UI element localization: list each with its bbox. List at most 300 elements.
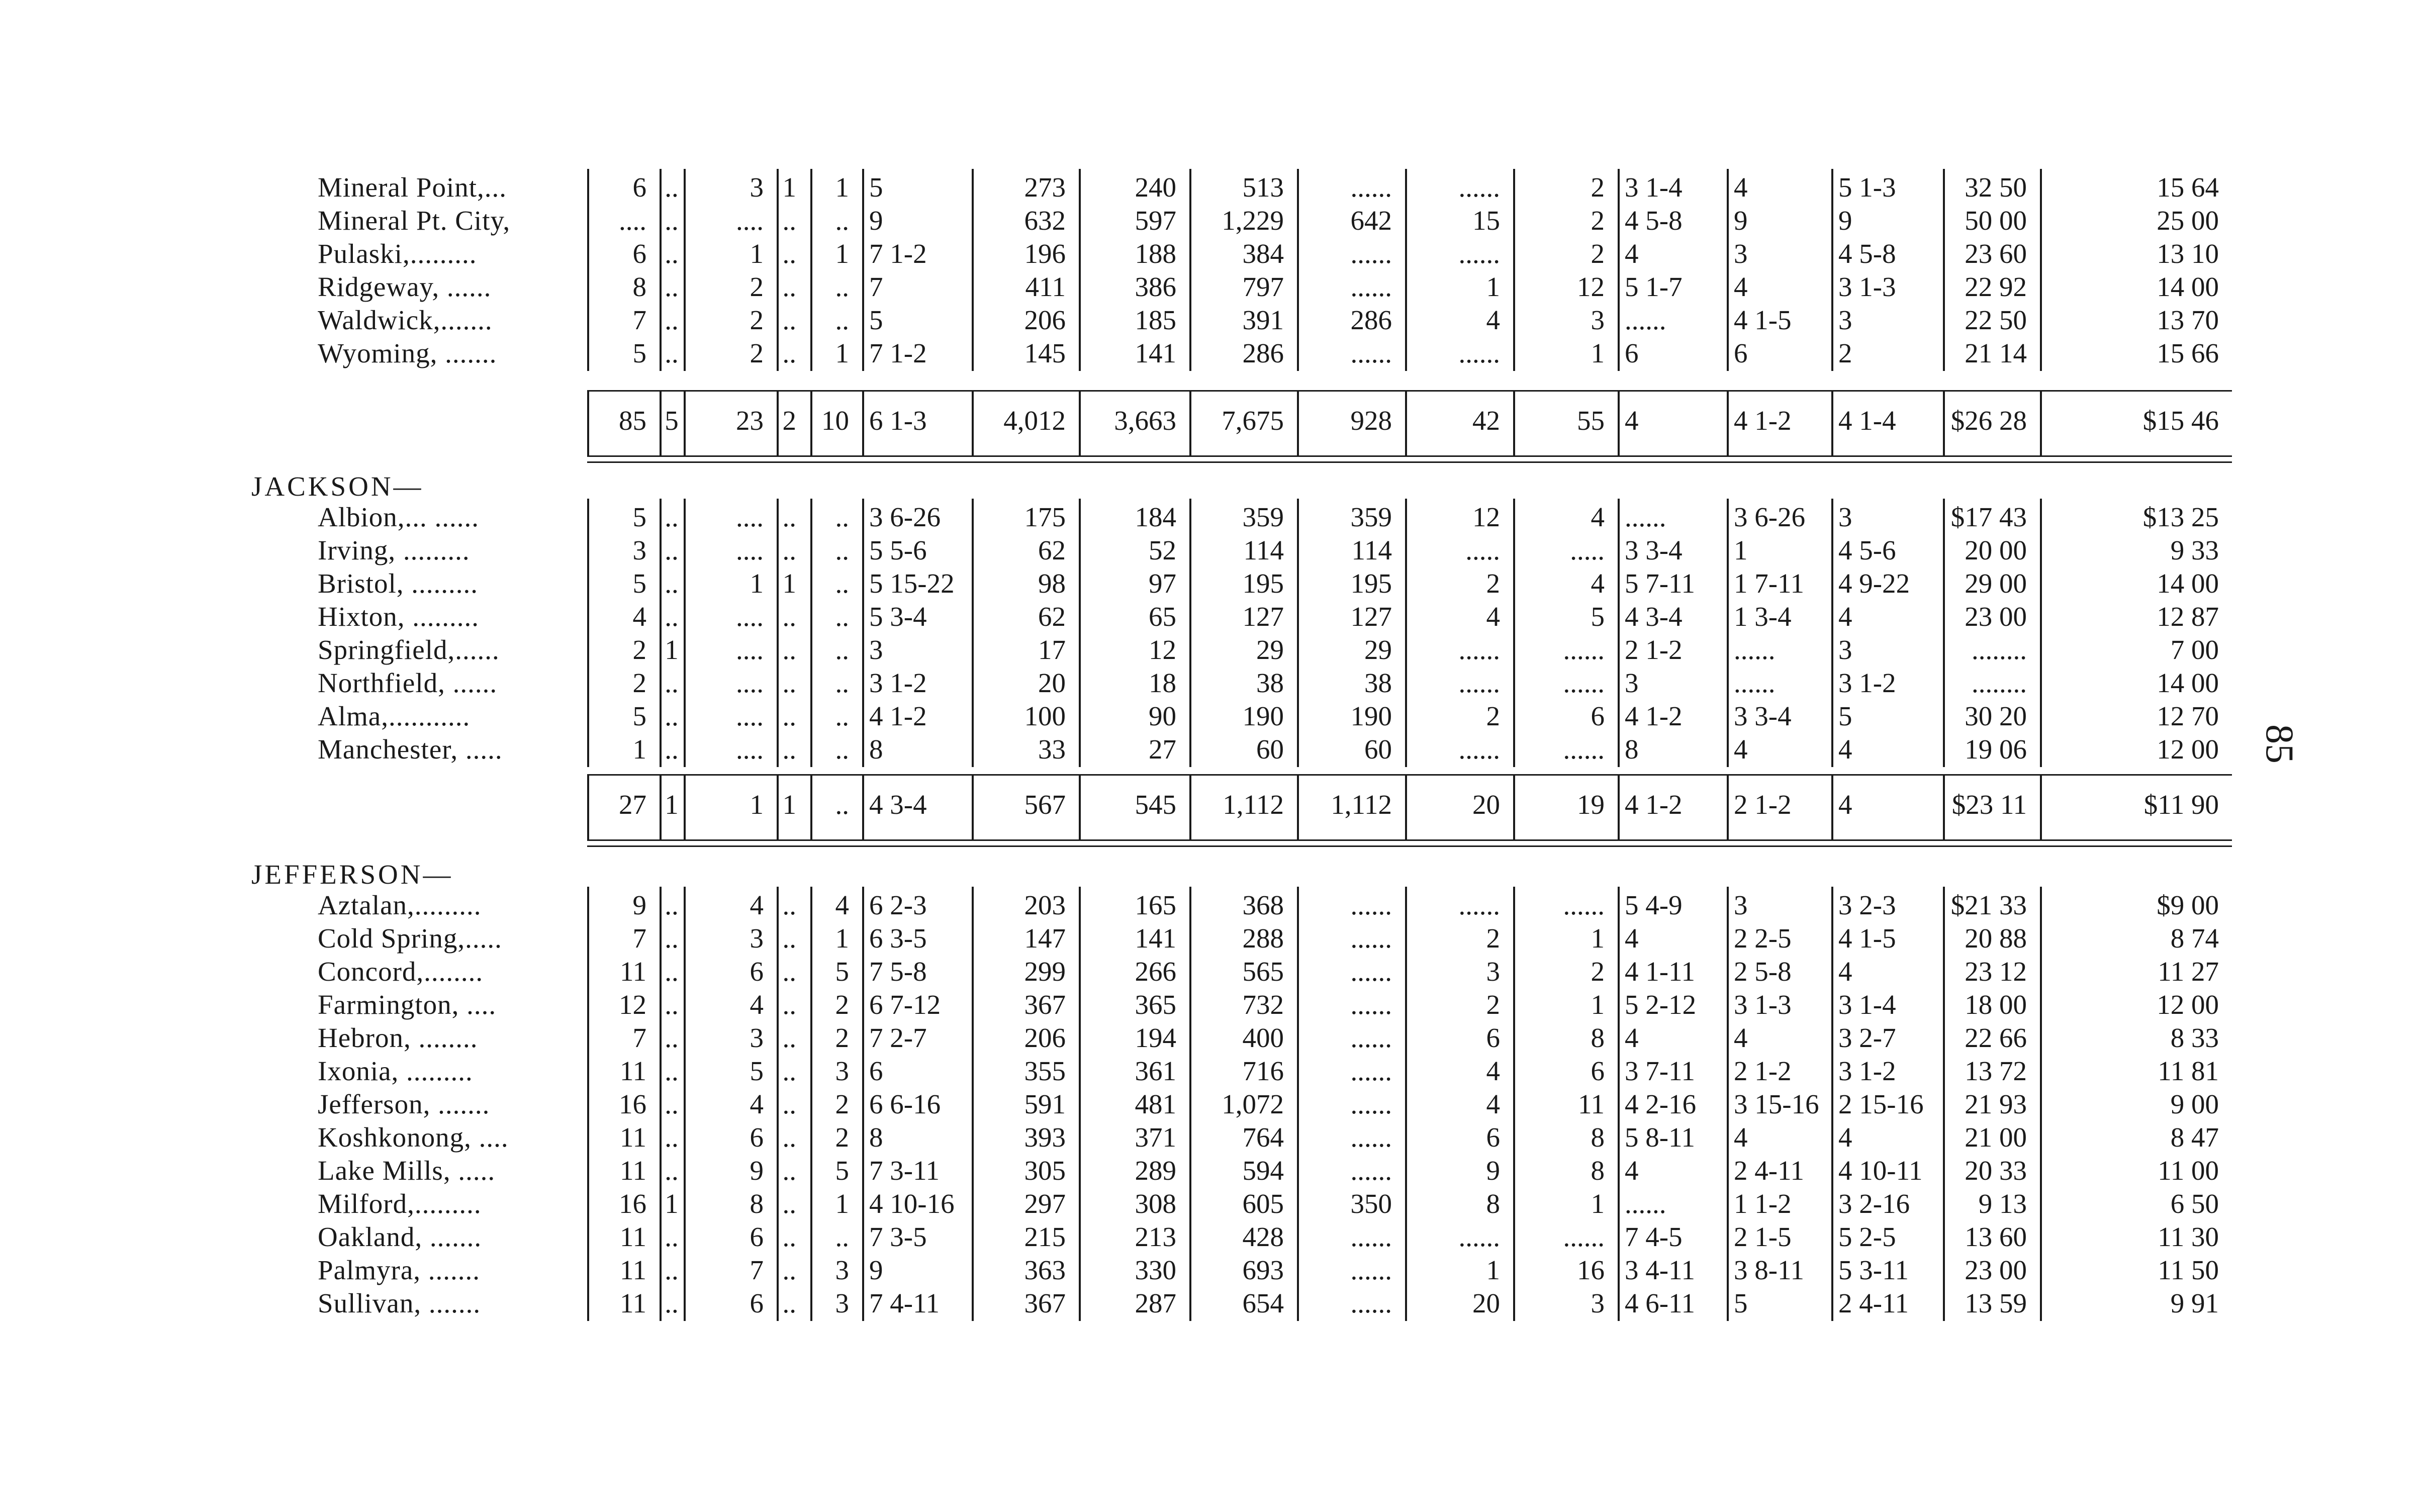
county-heading: JEFFERSON— (251, 859, 453, 890)
table-cell: 2 4-11 (1734, 1155, 1805, 1186)
table-cell: 2 (632, 668, 646, 698)
table-cell: 9 (869, 205, 883, 236)
table-cell: 8 (869, 1122, 883, 1153)
column-rule (862, 169, 864, 371)
table-cell: ...... (1458, 668, 1500, 698)
table-cell: 481 (1135, 1089, 1176, 1119)
town-name: Ixonia, ......... (318, 1056, 473, 1086)
column-rule (810, 887, 812, 1321)
table-cell: 11 27 (2158, 956, 2219, 987)
table-cell: 196 (1024, 238, 1066, 269)
table-cell: 11 (620, 1221, 646, 1252)
table-cell: 11 (620, 1155, 646, 1186)
table-cell: 5 (1734, 1288, 1748, 1318)
table-cell: 15 (1472, 205, 1500, 236)
column-rule (660, 774, 662, 839)
column-rule (777, 390, 779, 455)
table-cell: 7 (750, 1255, 764, 1285)
table-cell: ...... (1350, 1155, 1392, 1186)
table-cell: .. (665, 1056, 679, 1086)
table-cell: 391 (1242, 305, 1284, 335)
table-cell: 22 92 (1965, 271, 2027, 302)
table-cell: .. (782, 271, 796, 302)
total-cell: $23 11 (1951, 789, 2027, 820)
table-cell: 6 (632, 172, 646, 203)
total-cell: 4,012 (1003, 405, 1066, 436)
table-cell: 368 (1242, 890, 1284, 920)
table-cell: .. (782, 502, 796, 532)
table-cell: 2 (632, 634, 646, 665)
table-cell: ...... (1350, 956, 1392, 987)
column-rule (1513, 169, 1515, 371)
column-rule (684, 774, 686, 839)
column-rule (1189, 390, 1191, 455)
table-cell: ...... (1563, 734, 1605, 765)
table-cell: 127 (1242, 601, 1284, 632)
table-cell: ...... (1458, 634, 1500, 665)
table-cell: ...... (1350, 989, 1392, 1020)
table-cell: 4 (1486, 1056, 1500, 1086)
table-cell: 203 (1024, 890, 1066, 920)
table-cell: 4 10-16 (869, 1188, 955, 1219)
table-cell: .. (665, 734, 679, 765)
column-rule (1513, 499, 1515, 767)
table-cell: 20 00 (1965, 535, 2027, 565)
table-cell: .. (665, 701, 679, 731)
table-cell: .. (665, 1022, 679, 1053)
table-cell: 1 (835, 338, 849, 368)
total-cell: 4 1-4 (1838, 405, 1896, 436)
total-cell: 23 (736, 405, 764, 436)
column-rule (1943, 169, 1945, 371)
table-cell: 190 (1350, 701, 1392, 731)
column-rule (1513, 887, 1515, 1321)
table-cell: ...... (1458, 1221, 1500, 1252)
table-cell: ...... (1350, 338, 1392, 368)
table-cell: .. (665, 1122, 679, 1153)
table-cell: ...... (1563, 668, 1605, 698)
column-rule (972, 887, 974, 1321)
table-cell: 5 1-3 (1838, 172, 1896, 203)
table-cell: 11 (620, 1288, 646, 1318)
table-cell: 23 00 (1965, 1255, 2027, 1285)
table-cell: 273 (1024, 172, 1066, 203)
subtotal-rule (587, 390, 2232, 392)
table-cell: 27 (1149, 734, 1176, 765)
table-cell: 3 (1625, 668, 1639, 698)
table-cell: 1 3-4 (1734, 601, 1792, 632)
table-cell: 7 1-2 (869, 238, 927, 269)
table-cell: 12 87 (2157, 601, 2219, 632)
table-cell: ...... (1625, 502, 1666, 532)
total-cell: 1 (750, 789, 764, 820)
table-cell: 194 (1135, 1022, 1176, 1053)
column-rule (2040, 390, 2042, 455)
table-cell: 175 (1024, 502, 1066, 532)
total-cell: 4 1-2 (1625, 789, 1683, 820)
table-cell: 6 (1591, 701, 1605, 731)
table-cell: 1 (835, 172, 849, 203)
table-cell: 11 81 (2158, 1056, 2219, 1086)
table-cell: 4 3-4 (1625, 601, 1683, 632)
table-cell: 114 (1243, 535, 1284, 565)
table-cell: 22 66 (1965, 1022, 2027, 1053)
table-cell: 286 (1350, 305, 1392, 335)
table-cell: 22 50 (1965, 305, 2027, 335)
table-cell: 5 (835, 1155, 849, 1186)
column-rule (1727, 169, 1729, 371)
table-cell: 1 (1591, 923, 1605, 954)
column-rule (684, 499, 686, 767)
column-rule (1831, 774, 1833, 839)
table-cell: 190 (1242, 701, 1284, 731)
table-cell: .. (782, 338, 796, 368)
table-cell: .. (835, 535, 849, 565)
table-cell: 2 2-5 (1734, 923, 1792, 954)
table-cell: 6 (750, 1122, 764, 1153)
column-rule (777, 774, 779, 839)
table-cell: 3 (750, 172, 764, 203)
table-cell: ...... (1458, 338, 1500, 368)
column-rule (1618, 169, 1620, 371)
table-cell: 4 5-8 (1625, 205, 1683, 236)
table-cell: 5 5-6 (869, 535, 927, 565)
town-name: Irving, ......... (318, 535, 470, 565)
total-cell: 85 (619, 405, 646, 436)
table-cell: 597 (1135, 205, 1176, 236)
table-cell: 3 1-2 (1838, 668, 1896, 698)
total-cell: 6 1-3 (869, 405, 927, 436)
table-cell: 9 (869, 1255, 883, 1285)
table-cell: .. (665, 338, 679, 368)
town-name: Palmyra, ....... (318, 1255, 481, 1285)
table-cell: .. (835, 271, 849, 302)
table-cell: 29 00 (1965, 568, 2027, 599)
column-rule (777, 887, 779, 1321)
table-cell: $21 33 (1950, 890, 2027, 920)
table-cell: 8 47 (2170, 1122, 2219, 1153)
table-cell: 428 (1242, 1221, 1284, 1252)
column-rule (2040, 774, 2042, 839)
table-cell: .. (782, 989, 796, 1020)
table-cell: .... (736, 205, 764, 236)
total-cell: 3,663 (1114, 405, 1176, 436)
table-cell: 4 (1734, 734, 1748, 765)
table-cell: 5 (869, 305, 883, 335)
table-cell: 1 1-2 (1734, 1188, 1792, 1219)
table-cell: 4 2-16 (1625, 1089, 1697, 1119)
total-cell: 928 (1350, 405, 1392, 436)
table-cell: 7 3-5 (869, 1221, 927, 1252)
table-cell: 6 (1734, 338, 1748, 368)
town-name: Milford,......... (318, 1188, 482, 1219)
town-name: Alma,........... (318, 701, 471, 731)
column-rule (810, 499, 812, 767)
table-cell: ...... (1350, 1056, 1392, 1086)
table-cell: 3 (750, 923, 764, 954)
table-cell: 1 (632, 734, 646, 765)
table-cell: 8 (1486, 1188, 1500, 1219)
table-cell: .. (782, 668, 796, 698)
table-cell: 213 (1135, 1221, 1176, 1252)
column-rule (587, 887, 589, 1321)
table-cell: 365 (1135, 989, 1176, 1020)
table-cell: 4 (1486, 601, 1500, 632)
table-cell: 32 50 (1965, 172, 2027, 203)
total-cell: 4 3-4 (869, 789, 927, 820)
table-cell: 2 (1486, 923, 1500, 954)
total-cell: 567 (1024, 789, 1066, 820)
table-cell: 2 (835, 989, 849, 1020)
table-cell: 9 91 (2170, 1288, 2219, 1318)
table-cell: 693 (1242, 1255, 1284, 1285)
table-cell: 9 (1838, 205, 1852, 236)
column-rule (1405, 390, 1407, 455)
table-cell: 3 6-26 (1734, 502, 1806, 532)
column-rule (777, 169, 779, 371)
table-cell: 384 (1242, 238, 1284, 269)
table-cell: ...... (1350, 271, 1392, 302)
table-cell: 565 (1242, 956, 1284, 987)
table-cell: 7 (632, 1022, 646, 1053)
column-rule (2040, 887, 2042, 1321)
table-cell: 6 (750, 1221, 764, 1252)
table-cell: 2 (835, 1089, 849, 1119)
column-rule (1189, 499, 1191, 767)
table-cell: 12 70 (2157, 701, 2219, 731)
table-cell: 367 (1024, 1288, 1066, 1318)
total-cell: 1 (665, 789, 679, 820)
table-cell: 8 74 (2170, 923, 2219, 954)
table-cell: $17 43 (1950, 502, 2027, 532)
table-cell: 6 (750, 1288, 764, 1318)
table-cell: 3 1-4 (1625, 172, 1683, 203)
table-cell: 1 (665, 1188, 679, 1219)
table-cell: ...... (1563, 890, 1605, 920)
county-heading: JACKSON— (251, 471, 424, 502)
table-cell: 1 (782, 568, 796, 599)
table-cell: 4 (750, 890, 764, 920)
table-cell: 1 (1734, 535, 1748, 565)
table-cell: 2 5-8 (1734, 956, 1792, 987)
table-cell: 4 (1734, 1122, 1748, 1153)
table-cell: 14 00 (2157, 668, 2219, 698)
table-cell: .... (619, 205, 646, 236)
table-cell: .. (665, 305, 679, 335)
table-cell: 9 (750, 1155, 764, 1186)
table-cell: 52 (1149, 535, 1176, 565)
total-cell: 19 (1577, 789, 1605, 820)
table-cell: 13 72 (1965, 1056, 2027, 1086)
table-cell: 23 00 (1965, 601, 2027, 632)
table-cell: 11 (620, 1056, 646, 1086)
total-cell: $15 46 (2142, 405, 2219, 436)
table-cell: ...... (1734, 668, 1776, 698)
table-cell: .. (782, 1288, 796, 1318)
table-cell: .. (665, 601, 679, 632)
table-cell: 7 00 (2170, 634, 2219, 665)
column-rule (1079, 169, 1081, 371)
table-cell: 4 (1838, 734, 1852, 765)
table-cell: 3 (1486, 956, 1500, 987)
table-cell: .. (665, 1288, 679, 1318)
table-cell: ..... (1465, 535, 1500, 565)
table-cell: 266 (1135, 956, 1176, 987)
table-cell: 4 1-5 (1734, 305, 1792, 335)
total-cell: 1,112 (1331, 789, 1392, 820)
table-cell: 3 (1838, 634, 1852, 665)
column-rule (1297, 499, 1299, 767)
table-cell: 165 (1135, 890, 1176, 920)
table-cell: 732 (1242, 989, 1284, 1020)
table-cell: 5 (632, 338, 646, 368)
column-rule (972, 390, 974, 455)
table-cell: 3 6-26 (869, 502, 941, 532)
total-cell: 4 (1625, 405, 1639, 436)
table-cell: 1 (1591, 1188, 1605, 1219)
table-cell: 11 00 (2158, 1155, 2219, 1186)
table-cell: .. (665, 568, 679, 599)
table-cell: .. (665, 535, 679, 565)
town-name: Sullivan, ....... (318, 1288, 481, 1318)
table-cell: ...... (1350, 1022, 1392, 1053)
table-cell: 3 1-2 (869, 668, 927, 698)
table-cell: 127 (1350, 601, 1392, 632)
table-cell: 1 (782, 172, 796, 203)
total-cell: 5 (665, 405, 679, 436)
table-cell: 2 (1591, 238, 1605, 269)
table-cell: 20 (1472, 1288, 1500, 1318)
table-cell: 1 (1591, 338, 1605, 368)
table-cell: .. (665, 238, 679, 269)
table-cell: 7 2-7 (869, 1022, 927, 1053)
table-cell: .. (782, 1056, 796, 1086)
column-rule (1297, 887, 1299, 1321)
table-cell: .. (835, 601, 849, 632)
table-cell: 141 (1135, 923, 1176, 954)
table-cell: 16 (619, 1089, 646, 1119)
total-cell: 20 (1472, 789, 1500, 820)
column-rule (1831, 499, 1833, 767)
table-cell: 1 7-11 (1734, 568, 1805, 599)
table-cell: 5 8-11 (1625, 1122, 1696, 1153)
table-cell: .. (665, 1089, 679, 1119)
total-cell: 545 (1135, 789, 1176, 820)
table-cell: 6 (1486, 1022, 1500, 1053)
table-cell: 8 (750, 1188, 764, 1219)
column-rule (1727, 499, 1729, 767)
table-cell: 5 (1591, 601, 1605, 632)
table-cell: 23 60 (1965, 238, 2027, 269)
column-rule (810, 774, 812, 839)
table-cell: 5 (632, 502, 646, 532)
table-cell: 4 (1625, 1022, 1639, 1053)
town-name: Mineral Point,... (318, 172, 507, 203)
total-cell: 55 (1577, 405, 1605, 436)
column-rule (1618, 887, 1620, 1321)
table-cell: 13 59 (1965, 1288, 2027, 1318)
table-cell: 4 5-6 (1838, 535, 1896, 565)
table-cell: 13 10 (2157, 238, 2219, 269)
table-cell: 6 3-5 (869, 923, 927, 954)
table-cell: 9 (632, 890, 646, 920)
table-cell: 23 12 (1965, 956, 2027, 987)
table-cell: 7 5-8 (869, 956, 927, 987)
table-cell: .... (736, 734, 764, 765)
table-cell: 3 3-4 (1625, 535, 1683, 565)
table-cell: 8 (869, 734, 883, 765)
table-cell: 6 6-16 (869, 1089, 941, 1119)
table-cell: ...... (1350, 1255, 1392, 1285)
table-cell: 4 (1838, 956, 1852, 987)
table-cell: .. (835, 568, 849, 599)
table-cell: 15 64 (2157, 172, 2219, 203)
table-cell: 2 (1486, 701, 1500, 731)
table-cell: 38 (1256, 668, 1284, 698)
table-cell: 5 2-12 (1625, 989, 1697, 1020)
table-cell: 33 (1038, 734, 1066, 765)
table-cell: 2 (750, 271, 764, 302)
table-cell: 1 (665, 634, 679, 665)
table-cell: 3 4-11 (1625, 1255, 1696, 1285)
table-cell: 1,072 (1222, 1089, 1284, 1119)
table-cell: 90 (1149, 701, 1176, 731)
table-cell: ........ (1972, 668, 2027, 698)
column-rule (862, 390, 864, 455)
table-cell: ........ (1972, 634, 2027, 665)
table-cell: 1 (1591, 989, 1605, 1020)
table-cell: .... (736, 634, 764, 665)
table-cell: 330 (1135, 1255, 1176, 1285)
table-cell: .. (665, 956, 679, 987)
table-cell: .. (665, 1255, 679, 1285)
column-rule (862, 499, 864, 767)
table-cell: ...... (1458, 890, 1500, 920)
table-cell: 1 (1486, 1255, 1500, 1285)
column-rule (2040, 499, 2042, 767)
table-cell: ...... (1350, 1221, 1392, 1252)
table-cell: .. (782, 634, 796, 665)
table-cell: ...... (1458, 734, 1500, 765)
table-cell: 393 (1024, 1122, 1066, 1153)
town-name: Manchester, ..... (318, 734, 503, 765)
table-cell: ...... (1350, 1122, 1392, 1153)
column-rule (587, 390, 589, 455)
table-cell: 2 (1486, 989, 1500, 1020)
town-name: Mineral Pt. City, (318, 205, 511, 236)
table-cell: 3 1-4 (1838, 989, 1896, 1020)
table-cell: 11 (620, 1122, 646, 1153)
column-rule (1831, 887, 1833, 1321)
table-cell: 5 (632, 701, 646, 731)
table-cell: 2 (750, 338, 764, 368)
total-cell: $11 90 (2143, 789, 2219, 820)
table-cell: 591 (1024, 1089, 1066, 1119)
table-cell: 184 (1135, 502, 1176, 532)
table-cell: 2 1-2 (1625, 634, 1683, 665)
total-cell: .. (835, 789, 849, 820)
column-rule (1189, 774, 1191, 839)
table-cell: 4 (1486, 305, 1500, 335)
table-cell: 2 (1591, 956, 1605, 987)
table-cell: 632 (1024, 205, 1066, 236)
table-cell: 15 66 (2157, 338, 2219, 368)
column-rule (972, 774, 974, 839)
table-cell: 7 4-11 (869, 1288, 940, 1318)
table-cell: 12 (1472, 502, 1500, 532)
table-cell: ...... (1350, 172, 1392, 203)
column-rule (810, 169, 812, 371)
